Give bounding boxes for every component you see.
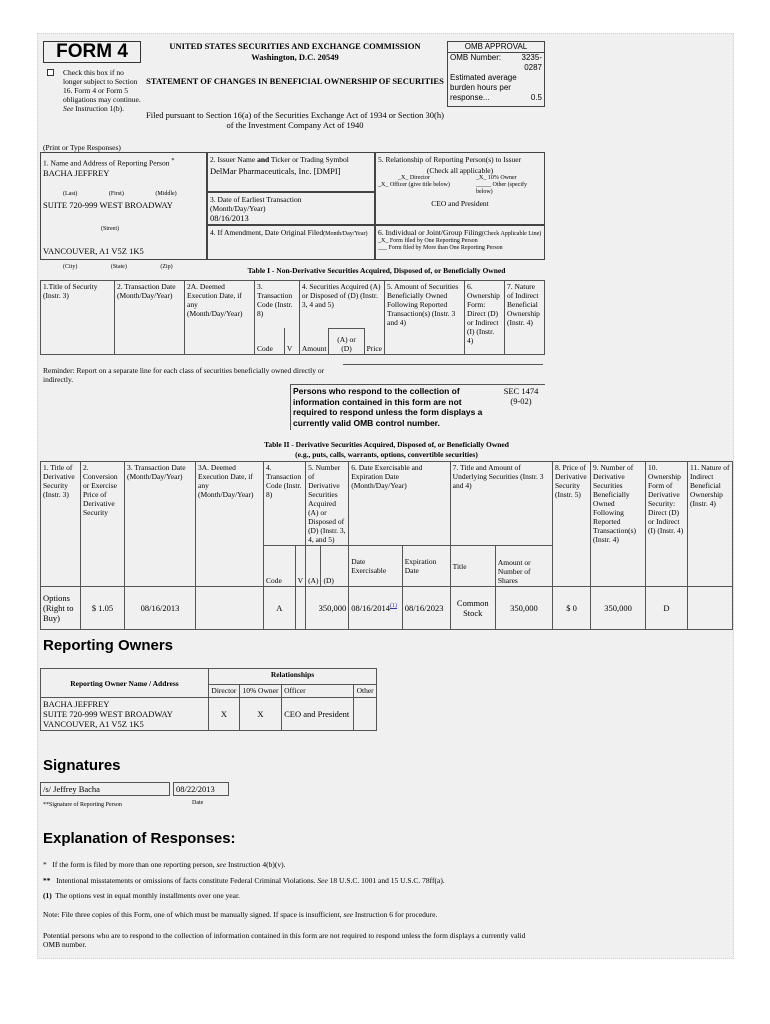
sec-form-date: (9-02) — [510, 396, 532, 406]
name-parts: (Last) (First) (Middle) — [63, 191, 177, 197]
reporting-owners-table — [40, 668, 377, 731]
issuer-value: DelMar Pharmaceuticals, Inc. [DMPI] — [210, 166, 341, 176]
sec-title: UNITED STATES SECURITIES AND EXCHANGE COMMISSION — [169, 41, 421, 51]
persons-text: Persons who respond to the collection of information contained in this form are not required to respond unless the form displays a currently valid OMB control number. — [293, 386, 483, 428]
filing-box — [375, 225, 545, 260]
row-price: $ 1.05 — [81, 587, 125, 630]
t2-c4: 4. Transaction Code (Instr. 8) — [264, 462, 306, 546]
director-header: Director — [209, 685, 240, 698]
t2-c11: 11. Nature of Indirect Beneficial Ownership (Instr. 4) — [688, 462, 733, 587]
reporting-person-name: BACHA JEFFREY — [43, 168, 110, 178]
table2-title: Table II - Derivative Securities Acquired, Disposed of, or Beneficially Owned — [264, 440, 509, 449]
reminder-text: Reminder: Report on a separate line for each class of securities beneficially owned directly or indirectly. — [43, 366, 325, 384]
t1-aord: (A) or (D) — [329, 328, 364, 354]
earliest-transaction-date: 08/16/2013 — [210, 213, 249, 223]
t2-code: Code — [264, 546, 296, 587]
owner-officer: CEO and President — [282, 698, 354, 731]
burden-row — [448, 73, 544, 103]
table-row — [41, 587, 733, 630]
form-page — [37, 33, 734, 959]
table2 — [40, 461, 733, 630]
t2-c6: 6. Date Exercisable and Expiration Date (Month/Day/Year) — [349, 462, 450, 546]
t2-date-ex: Date Exercisable — [349, 546, 403, 587]
t1-col1: 1.Title of Security (Instr. 3) — [41, 281, 115, 355]
t2-c8: 8. Price of Derivative Security (Instr. 5) — [553, 462, 591, 587]
omb-number-row — [448, 53, 544, 72]
burden-label: Estimated average burden hours per response... — [450, 73, 517, 102]
amendment-box — [207, 225, 375, 260]
t1-col6: 6. Ownership Form: Direct (D) or Indirect (I) (Instr. 4) — [465, 281, 505, 355]
earliest-transaction-label: 3. Date of Earliest Transaction — [210, 195, 302, 204]
t2-title: Title — [450, 546, 495, 587]
street-label: (Street) — [101, 226, 119, 232]
t1-col7: 7. Nature of Indirect Beneficial Ownership (Instr. 4) — [505, 281, 545, 355]
officer-header: Officer — [282, 685, 354, 698]
other-header: Other — [354, 685, 377, 698]
explanation-3: (1) The options vest in equal monthly installments over one year. — [43, 891, 240, 900]
print-type: (Print or Type Responses) — [43, 143, 121, 152]
t2-c5: 5. Number of Derivative Securities Acquired (A) or Disposed of (D) (Instr. 3, 4, and 5) — [306, 462, 349, 546]
row-nature — [688, 587, 733, 630]
omb-approval-box — [447, 41, 545, 107]
row-v — [295, 587, 305, 630]
t2-c1: 1. Title of Derivative Security (Instr. 3) — [41, 462, 81, 587]
row-code: A — [264, 587, 296, 630]
t2-c10: 10. Ownership Form of Derivative Security: Direct (D) or Indirect (I) (Instr. 4) — [646, 462, 688, 587]
earliest-transaction-box — [207, 192, 375, 225]
relationships-header: Relationships — [209, 669, 377, 685]
potential-persons-text: Potential persons who are to respond to the collection of information contained in this form are not required to respond unless the form displays a currently valid OMB number. — [43, 931, 526, 949]
t2-c7: 7. Title and Amount of Underlying Securities (Instr. 3 and 4) — [450, 462, 552, 546]
row-deemed — [196, 587, 264, 630]
reporting-person-city: VANCOUVER, A1 V5Z 1K5 — [43, 246, 144, 256]
reporting-person-street: SUITE 720-999 WEST BROADWAY — [43, 200, 173, 210]
issuer-box — [207, 152, 375, 192]
reporting-owners-heading: Reporting Owners — [43, 637, 174, 654]
statement-title: STATEMENT OF CHANGES IN BENEFICIAL OWNERSHIP OF SECURITIES — [146, 76, 444, 86]
filing-one: _X_ Form filed by One Reporting Person — [378, 238, 478, 244]
t1-col3: 3. Transaction Code (Instr. 8) — [255, 281, 300, 329]
t2-amount: Amount or Number of Shares — [495, 546, 552, 587]
table1 — [40, 280, 545, 355]
row-owned: 350,000 — [591, 587, 646, 630]
row-security: Options (Right to Buy) — [41, 587, 81, 630]
omb-title: OMB APPROVAL — [448, 42, 544, 53]
form-title: FORM 4 — [43, 41, 141, 63]
ten-owner-header: 10% Owner — [239, 685, 281, 698]
other-option: _____ Other (specify below) — [476, 182, 527, 195]
no-longer-subject-checkbox[interactable] — [47, 69, 54, 76]
sec-form-number: SEC 1474 — [503, 386, 539, 396]
footnote-link[interactable]: (1) — [389, 603, 397, 610]
director-option: _X_ Director — [398, 175, 430, 181]
signature-label: **Signature of Reporting Person — [43, 802, 122, 808]
t1-col2a: 2A. Deemed Execution Date, if any (Month/Day/Year) — [185, 281, 255, 355]
row-a: 350,000 — [306, 587, 349, 630]
t2-d: (D) — [321, 546, 349, 587]
t2-exp: Expiration Date — [402, 546, 450, 587]
t2-c3: 3. Transaction Date (Month/Day/Year) — [125, 462, 196, 587]
t1-col4: 4. Securities Acquired (A) or Disposed of (D) (Instr. 3, 4 and 5) — [299, 281, 384, 329]
owner-other — [354, 698, 377, 731]
burden-value: 0.5 — [530, 93, 542, 102]
sec-city: Washington, D.C. 20549 — [251, 52, 339, 62]
officer-option: _X_ Officer (give title below) — [378, 182, 450, 188]
ten-pct-option: _X_ 10% Owner — [476, 175, 517, 181]
t2-c3a: 3A. Deemed Execution Date, if any (Month/Day/Year) — [196, 462, 264, 587]
check-all: (Check all applicable) — [426, 166, 494, 175]
filing-label: 6. Individual or Joint/Group Filing(Check Applicable Line) — [378, 228, 542, 237]
row-deriv-price: $ 0 — [553, 587, 591, 630]
t1-col5: 5. Amount of Securities Beneficially Owned Following Reported Transaction(s) (Instr. 3 and 4) — [385, 281, 465, 355]
relationship-options — [376, 175, 544, 195]
filed-pursuant: Filed pursuant to Section 16(a) of the Securities Exchange Act of 1934 or Section 30(h) of the Investment Company Act of 1940 — [146, 110, 444, 130]
t2-c9: 9. Number of Derivative Securities Beneficially Owned Following Reported Transaction(s) (Instr. 4) — [591, 462, 646, 587]
owner-address: BACHA JEFFREY SUITE 720-999 WEST BROADWAY VANCOUVER, A1 V5Z 1K5 — [41, 698, 209, 731]
t2-c2: 2. Conversion or Exercise Price of Derivative Security — [81, 462, 125, 587]
explanation-1: * If the form is filed by more than one reporting person, see Instruction 4(b)(v). — [43, 860, 286, 869]
signature-date: 08/22/2013 — [173, 782, 229, 796]
filing-more: ___ Form filed by More than One Reporting Person — [378, 245, 503, 251]
amendment-label: 4. If Amendment, Date Original Filed(Month/Day/Year) — [210, 228, 368, 237]
officer-title: CEO and President — [431, 199, 489, 208]
note-text: Note: File three copies of this Form, one of which must be manually signed. If space is insufficient, see Instruction 6 for procedure. — [43, 910, 438, 919]
table1-title: Table I - Non-Derivative Securities Acquired, Disposed of, or Beneficially Owned — [247, 266, 506, 275]
checkbox-text: Check this box if no longer subject to Section 16. Form 4 or Form 5 obligations may continue. See Instruction 1(b). — [63, 68, 141, 113]
reminder-line — [343, 364, 543, 365]
t2-v: V — [295, 546, 305, 587]
omb-number: 3235-0287 — [521, 53, 542, 72]
row-exercisable: 08/16/2014$^{(1)}$ — [349, 587, 403, 630]
t1-col2: 2. Transaction Date (Month/Day/Year) — [115, 281, 185, 355]
row-expiration: 08/16/2023 — [402, 587, 450, 630]
row-form: D — [646, 587, 688, 630]
t1-code: Code — [255, 328, 285, 354]
city-state-zip: (City) (State) (Zip) — [63, 264, 173, 270]
t1-v: V — [284, 328, 299, 354]
omb-number-label: OMB Number: — [450, 53, 502, 62]
owner-name-header: Reporting Owner Name / Address — [41, 669, 209, 698]
table2-subtitle: (e.g., puts, calls, warrants, options, convertible securities) — [295, 450, 478, 459]
reporting-person-box — [40, 152, 207, 260]
row-title: Common Stock — [450, 587, 495, 630]
earliest-transaction-sub: (Month/Day/Year) — [210, 204, 266, 213]
issuer-label: 2. Issuer Name and Ticker or Trading Symbol — [210, 155, 349, 164]
date-label: Date — [192, 800, 204, 806]
row-date: 08/16/2013 — [125, 587, 196, 630]
relationship-label: 5. Relationship of Reporting Person(s) to Issuer — [378, 155, 522, 164]
t2-a: (A) — [306, 546, 321, 587]
table-row — [41, 698, 377, 731]
relationship-box — [375, 152, 545, 225]
row-amount: 350,000 — [495, 587, 552, 630]
explanation-2: ** Intentional misstatements or omissions of facts constitute Federal Criminal Violations. See 18 U.S.C. 1001 and 15 U.S.C. 78ff(a). — [43, 876, 445, 885]
owner-ten: X — [239, 698, 281, 731]
explanation-heading: Explanation of Responses: — [43, 830, 236, 847]
reporting-person-label: 1. Name and Address of Reporting Person * — [43, 157, 175, 168]
t1-price: Price — [364, 328, 384, 354]
signature-value: /s/ Jeffrey Bacha — [40, 782, 170, 796]
signatures-heading: Signatures — [43, 757, 121, 774]
t1-amount: Amount — [299, 328, 329, 354]
owner-director: X — [209, 698, 240, 731]
